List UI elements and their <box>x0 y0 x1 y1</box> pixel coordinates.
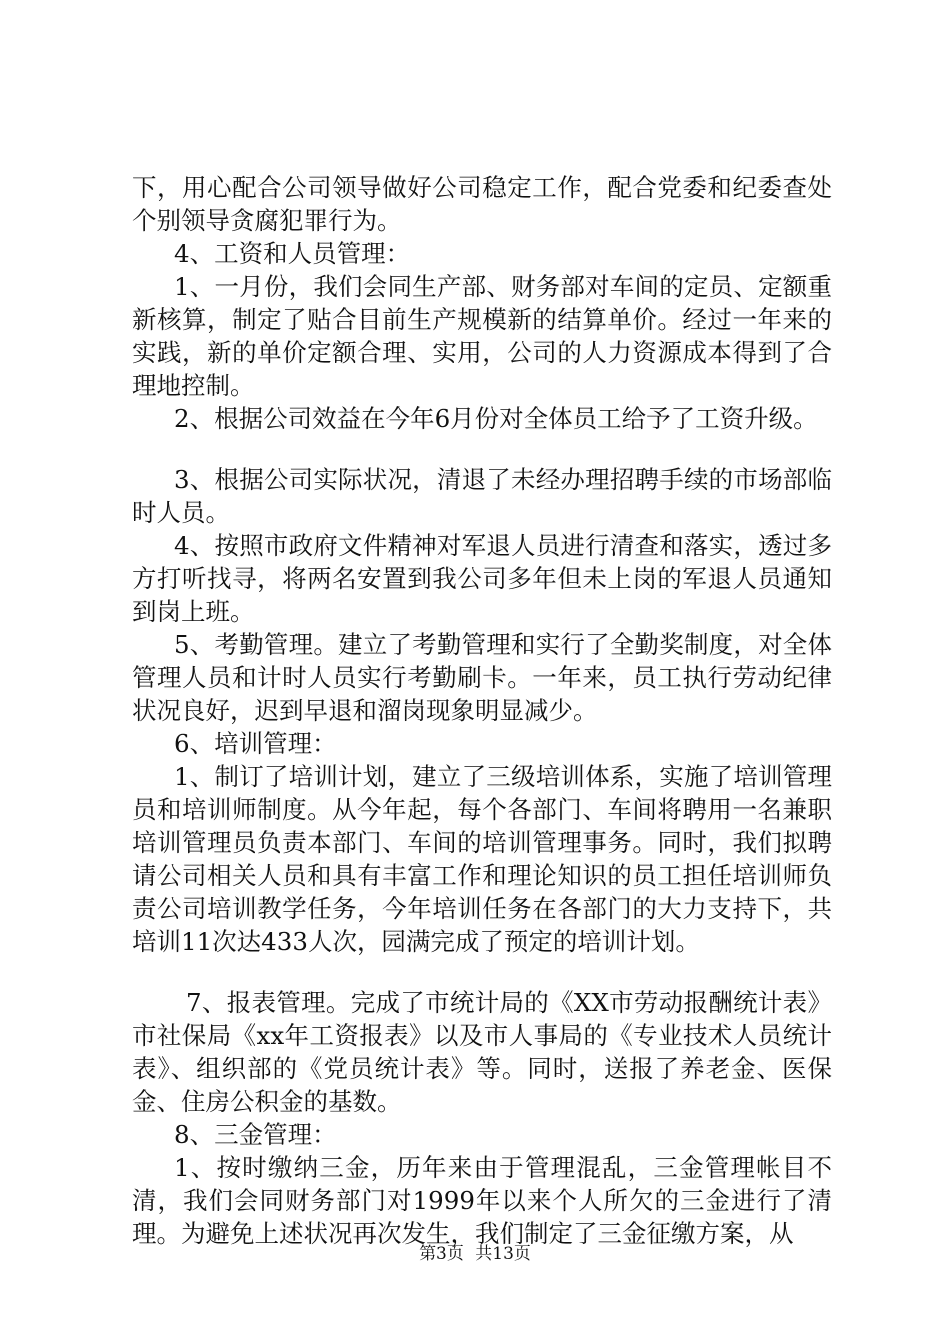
paragraph-wage-2: 2、根据公司效益在今年6月份对全体员工给予了工资升级。 <box>174 404 818 433</box>
paragraph-three-funds-1: 1、按时缴纳三金，历年来由于管理混乱，三金管理帐目不清，我们会同财务部门对1999年以来个人所欠的三金进行了清理。为避免上述状况再次发生，我们制定了三金征缴方案，从 <box>132 1153 832 1248</box>
paragraph-reports: 7、报表管理。完成了市统计局的《XX市劳动报酬统计表》市社保局《xx年工资报表》以及市人事局的《专业技术人员统计表》、组织部的《党员统计表》等。同时，送报了养老金、医保金、住房公积金的基数。 <box>132 988 832 1116</box>
heading-training: 6、培训管理： <box>174 729 337 758</box>
heading-three-funds: 8、三金管理： <box>174 1120 337 1149</box>
page-total: 共13页 <box>475 1244 531 1264</box>
paragraph-wage-3: 3、根据公司实际状况，清退了未经办理招聘手续的市场部临时人员。 <box>132 465 832 527</box>
document-body <box>132 171 832 1250</box>
paragraph-training-1: 1、制订了培训计划，建立了三级培训体系，实施了培训管理员和培训师制度。从今年起，每个各部门、车间将聘用一名兼职培训管理员负责本部门、车间的培训管理事务。同时，我们拟聘请公司相关人员和具有丰富工作和理论知识的员工担任培训师负责公司培训教学任务，今年培训任务在各部门的大力支持下，共培训11次达433人次，园满完成了预定的培训计划。 <box>132 762 832 956</box>
heading-wage-personnel: 4、工资和人员管理： <box>174 239 411 268</box>
paragraph-continuation: 下，用心配合公司领导做好公司稳定工作，配合党委和纪委查处个别领导贪腐犯罪行为。 <box>132 173 832 235</box>
paragraph-attendance: 5、考勤管理。建立了考勤管理和实行了全勤奖制度，对全体管理人员和计时人员实行考勤刷卡。一年来，员工执行劳动纪律状况良好，迟到早退和溜岗现象明显减少。 <box>132 630 832 725</box>
page-number: 第3页 <box>419 1244 464 1264</box>
paragraph-wage-4: 4、按照市政府文件精神对军退人员进行清查和落实，透过多方打听找寻，将两名安置到我公司多年但未上岗的军退人员通知到岗上班。 <box>132 531 832 626</box>
page-footer <box>0 1243 950 1265</box>
paragraph-wage-1: 1、一月份，我们会同生产部、财务部对车间的定员、定额重新核算，制定了贴合目前生产规模新的结算单价。经过一年来的实践，新的单价定额合理、实用，公司的人力资源成本得到了合理地控制。 <box>132 272 832 400</box>
